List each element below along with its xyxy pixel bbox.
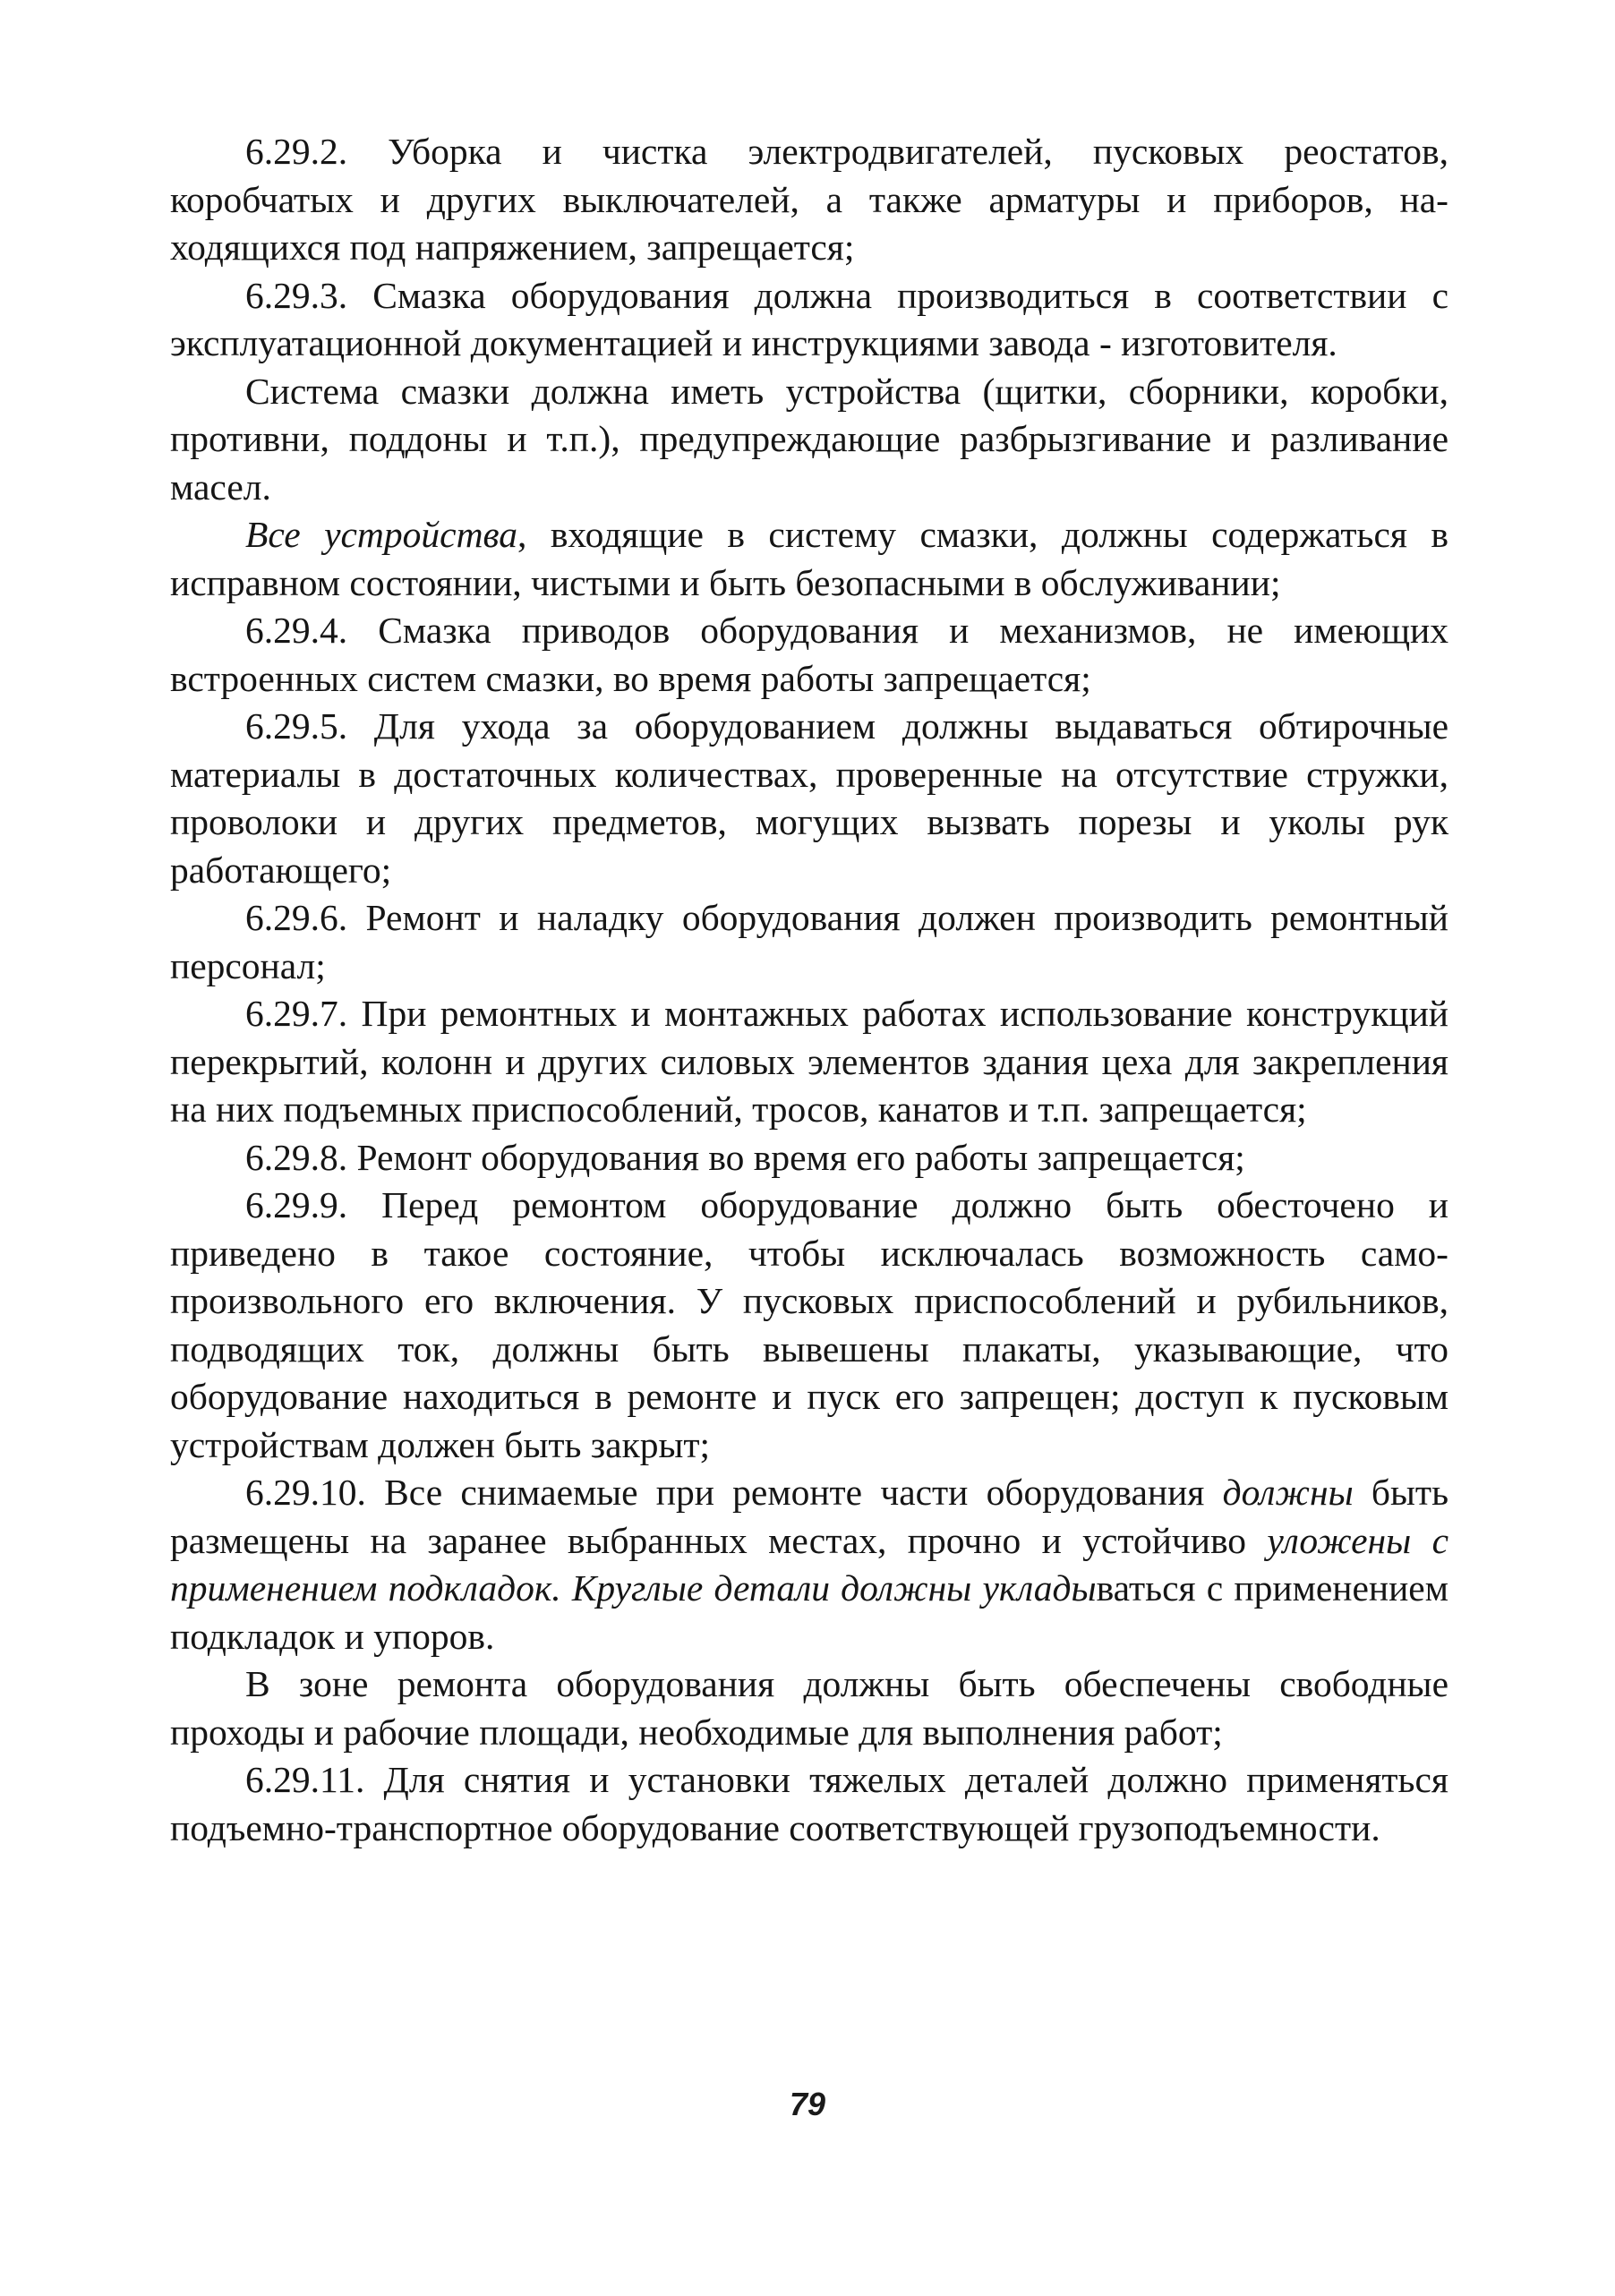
- text-run: быть размещены на заранее выбранных местах, прочно и устойчиво: [170, 1472, 1448, 1561]
- paragraph-p10: [170, 1182, 1448, 1469]
- paragraph-p2: [170, 272, 1448, 368]
- text-run: В зоне ремонта оборудования должны быть обеспечены свободные проходы и рабочие площади, необходимые для выполнения работ;: [170, 1663, 1448, 1753]
- paragraph-p5: [170, 607, 1448, 703]
- italic-text-run: должны: [1222, 1472, 1354, 1513]
- text-run: 6.29.5. Для ухода за оборудованием должны выдаваться обтирочные материалы в достаточных количествах, проверенные на отсутствие стружки, проволоки и других предметов, могущих вызвать порезы и уколы рук работающего;: [170, 705, 1448, 891]
- paragraph-p7: [170, 894, 1448, 990]
- italic-text-run: уложены с применением подкладок. Круглые детали должны уклады: [170, 1519, 1449, 1609]
- text-run: , входящие в систему смазки, должны содержаться в исправном состоянии, чистыми и быть безопасными в обслуживании;: [170, 514, 1448, 603]
- italic-text-run: Все устройства: [245, 514, 518, 555]
- paragraph-p1: [170, 128, 1448, 272]
- paragraph-p11: [170, 1469, 1448, 1660]
- text-run: 6.29.6. Ремонт и наладку оборудования должен производить ремонтный персонал;: [170, 897, 1448, 986]
- paragraph-p6: [170, 703, 1448, 894]
- document-body: [170, 128, 1448, 1852]
- paragraph-p9: [170, 1134, 1448, 1182]
- paragraph-p8: [170, 990, 1448, 1134]
- paragraph-p12: [170, 1660, 1448, 1756]
- text-run: 6.29.11. Для снятия и установки тяжелых деталей должно применяться подъемно-транспортное оборудование соответствующей грузоподъемности.: [170, 1759, 1448, 1848]
- text-run: 6.29.3. Смазка оборудования должна производиться в соответствии с эксплуатационной документацией и инструкциями завода - изготовителя.: [170, 274, 1448, 363]
- text-run: Система смазки должна иметь устройства (щитки, сборники, коробки, противни, поддоны и т.п.), предупреждающие разбрызгивание и разливание масел.: [170, 370, 1448, 508]
- paragraph-p4: [170, 511, 1448, 607]
- page-number: 79: [789, 2086, 826, 2122]
- text-run: 6.29.9. Перед ремонтом оборудование должно быть обесточено и приведено в такое состояние, чтобы исключалась возможность самопроизвольного его включения. У пусковых приспособлений и рубильников, подводящих ток, должны быть вывешены плакаты, указывающие, что оборудование находиться в ремонте и пуск его запрещен; доступ к пусковым устройствам должен быть закрыт;: [170, 1184, 1448, 1465]
- paragraph-p3: [170, 368, 1448, 512]
- text-run: 6.29.10. Все снимаемые при ремонте части оборудования: [245, 1472, 1223, 1513]
- paragraph-p13: [170, 1756, 1448, 1852]
- text-run: 6.29.4. Смазка приводов оборудования и механизмов, не имеющих встроенных систем смазки, во время работы запрещается;: [170, 610, 1448, 699]
- text-run: 6.29.7. При ремонтных и монтажных работах использование конструкций перекрытий, колонн и других силовых элементов здания цеха для закрепления на них подъемных приспособлений, тросов, канатов и т.п. запрещается;: [170, 993, 1448, 1130]
- text-run: ваться с применением подкладок и упоров.: [170, 1567, 1448, 1657]
- text-run: 6.29.8. Ремонт оборудования во время его работы запрещается;: [245, 1136, 1245, 1178]
- text-run: 6.29.2. Уборка и чистка электродвигателей, пусковых реостатов, коробчатых и других выключателей, а также арматуры и приборов, находящихся под напряжением, запрещается;: [170, 131, 1448, 268]
